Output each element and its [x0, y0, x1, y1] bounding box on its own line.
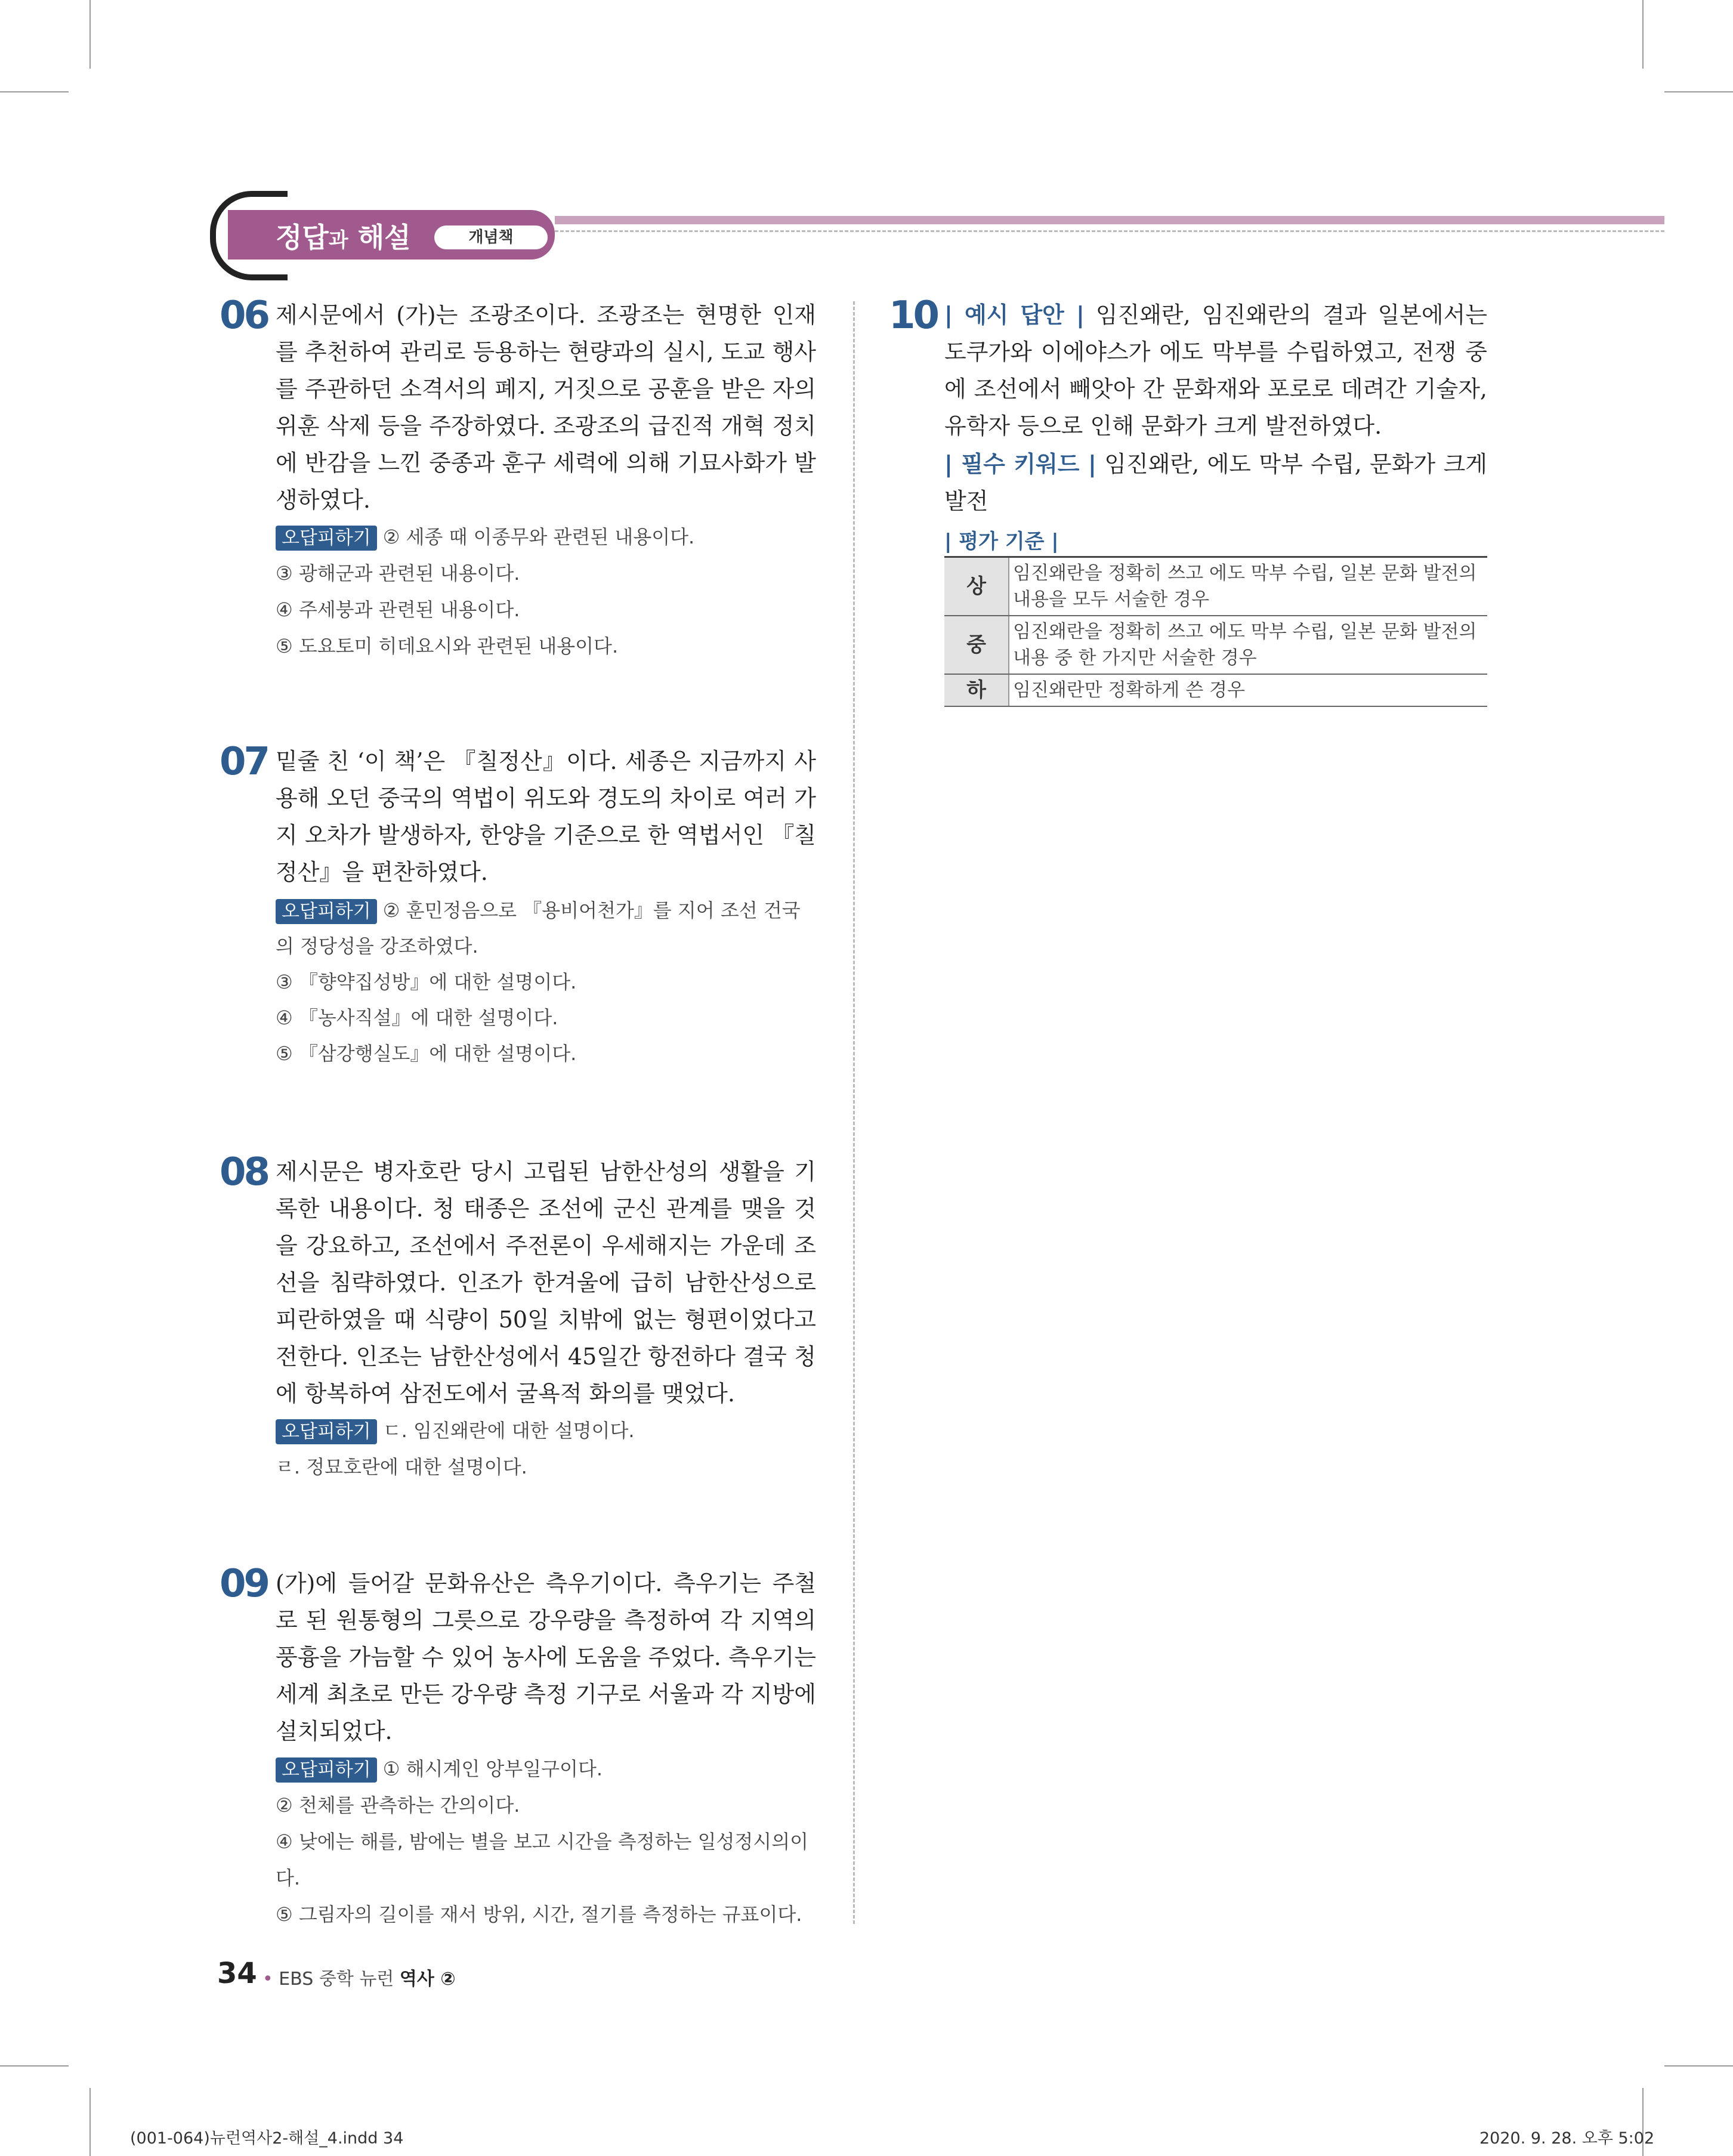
wrong-answer-notes: 오답피하기 ② 훈민정음으로 『용비어천가』를 지어 조선 건국의 정당성을 강조하였다. ③ 『향약집성방』에 대한 설명이다. ④ 『농사직설』에 대한 설명이다. ⑤ 『삼강행실도』에 대한 설명이다. [276, 899, 801, 1065]
header-rule [555, 216, 1664, 224]
page-number: 34 [217, 1957, 257, 1990]
answer-text: 제시문은 병자호란 당시 고립된 남한산성의 생활을 기록한 내용이다. 청 태종은 조선에 군신 관계를 맺을 것을 강요하고, 조선에서 주전론이 우세해지는 가운데 조선을 침략하였다. 인조가 한겨울에 급히 남한산성으로 피란하였을 때 식량이 50일 치밖에 없는 형편이었다고 전한다. 인조는 남한산성에서 45일간 항전하다 결국 청에 항복하여 삼전도에서 굴욕적 화의를 맺었다. [276, 1159, 816, 1407]
crop-mark [89, 2088, 91, 2156]
crop-mark [0, 91, 69, 92]
print-slug-file: (001-064)뉴런역사2-해설_4.indd 34 [130, 2129, 404, 2148]
criteria-row [944, 616, 1487, 674]
example-answer: | 예시 답안 | 임진왜란, 임진왜란의 결과 일본에서는 도쿠가와 이에야스가 에도 막부를 수립하였고, 전쟁 중에 조선에서 빼앗아 간 문화재와 포로로 데려간 기술자, 유학자 등으로 인해 문화가 크게 발전하였다. [944, 302, 1487, 439]
question-number: 08 [220, 1150, 268, 1194]
example-answer-label: | 예시 답안 | [944, 302, 1085, 328]
criteria-level: 상 [944, 557, 1009, 616]
criteria-desc: 임진왜란만 정확하게 쓴 경우 [1009, 674, 1487, 706]
answer-text: 제시문에서 (가)는 조광조이다. 조광조는 현명한 인재를 추천하여 관리로 등용하는 현량과의 실시, 도교 행사를 주관하던 소격서의 폐지, 거짓으로 공훈을 받은 자의 위훈 삭제 등을 주장하였다. 조광조의 급진적 개혁 정치에 반감을 느낀 중종과 훈구 세력에 의해 기묘사화가 발생하였다. [276, 302, 816, 513]
book-title: • EBS 중학 뉴런 역사 ② [262, 1969, 456, 1990]
wrong-answer-notes: 오답피하기 ㄷ. 임진왜란에 대한 설명이다. ㄹ. 정묘호란에 대한 설명이다. [276, 1419, 635, 1478]
wrong-answer-tag: 오답피하기 [276, 1757, 377, 1783]
criteria-table [944, 556, 1487, 707]
header-title: 정답과 해설 [276, 221, 411, 254]
criteria-level: 중 [944, 616, 1009, 674]
question-number: 09 [220, 1562, 268, 1606]
crop-mark [0, 2065, 69, 2067]
question-number: 06 [220, 294, 268, 338]
column-divider [853, 301, 855, 1924]
wrong-answer-tag: 오답피하기 [276, 1419, 377, 1444]
criteria-row [944, 557, 1487, 616]
criteria-desc: 임진왜란을 정확히 쓰고 에도 막부 수립, 일본 문화 발전의 내용 중 한 가지만 서술한 경우 [1009, 616, 1487, 674]
criteria-desc: 임진왜란을 정확히 쓰고 에도 막부 수립, 일본 문화 발전의 내용을 모두 서술한 경우 [1009, 557, 1487, 616]
wrong-answer-notes: 오답피하기 ① 해시계인 앙부일구이다. ② 천체를 관측하는 간의이다. ④ 낮에는 해를, 밤에는 별을 보고 시간을 측정하는 일성정시의이다. ⑤ 그림자의 길이를 재서 방위, 시간, 절기를 측정하는 규표이다. [276, 1757, 809, 1926]
wrong-answer-tag: 오답피하기 [276, 526, 377, 551]
crop-mark [89, 0, 91, 69]
header-dashed-rule [555, 230, 1664, 232]
header-pill: 개념책 [434, 226, 548, 249]
print-slug-date: 2020. 9. 28. 오후 5:02 [1479, 2129, 1655, 2148]
crop-mark [1664, 2065, 1733, 2067]
answer-text: (가)에 들어갈 문화유산은 측우기이다. 측우기는 주철로 된 원통형의 그릇으로 강우량을 측정하여 각 지역의 풍흉을 가늠할 수 있어 농사에 도움을 주었다. 측우기는 세계 최초로 만든 강우량 측정 기구로 서울과 각 지방에 설치되었다. [276, 1570, 816, 1744]
answer-text: 밑줄 친 ‘이 책’은 『칠정산』이다. 세종은 지금까지 사용해 오던 중국의 역법이 위도와 경도의 차이로 여러 가지 오차가 발생하자, 한양을 기준으로 한 역법서인 『칠정산』을 편찬하였다. [276, 748, 816, 885]
question-number: 07 [220, 740, 268, 784]
required-keywords: | 필수 키워드 | 임진왜란, 에도 막부 수립, 문화가 크게 발전 [944, 451, 1487, 514]
required-keywords-label: | 필수 키워드 | [944, 451, 1096, 477]
crop-mark [1642, 0, 1644, 69]
criteria-row [944, 674, 1487, 706]
criteria-level: 하 [944, 674, 1009, 706]
criteria-label: | 평가 기준 | [944, 530, 1059, 554]
question-number: 10 [889, 294, 938, 338]
wrong-answer-notes: 오답피하기 ② 세종 때 이종무와 관련된 내용이다. ③ 광해군과 관련된 내용이다. ④ 주세붕과 관련된 내용이다. ⑤ 도요토미 히데요시와 관련된 내용이다. [276, 526, 695, 657]
crop-mark [1664, 91, 1733, 92]
wrong-answer-tag: 오답피하기 [276, 899, 377, 924]
